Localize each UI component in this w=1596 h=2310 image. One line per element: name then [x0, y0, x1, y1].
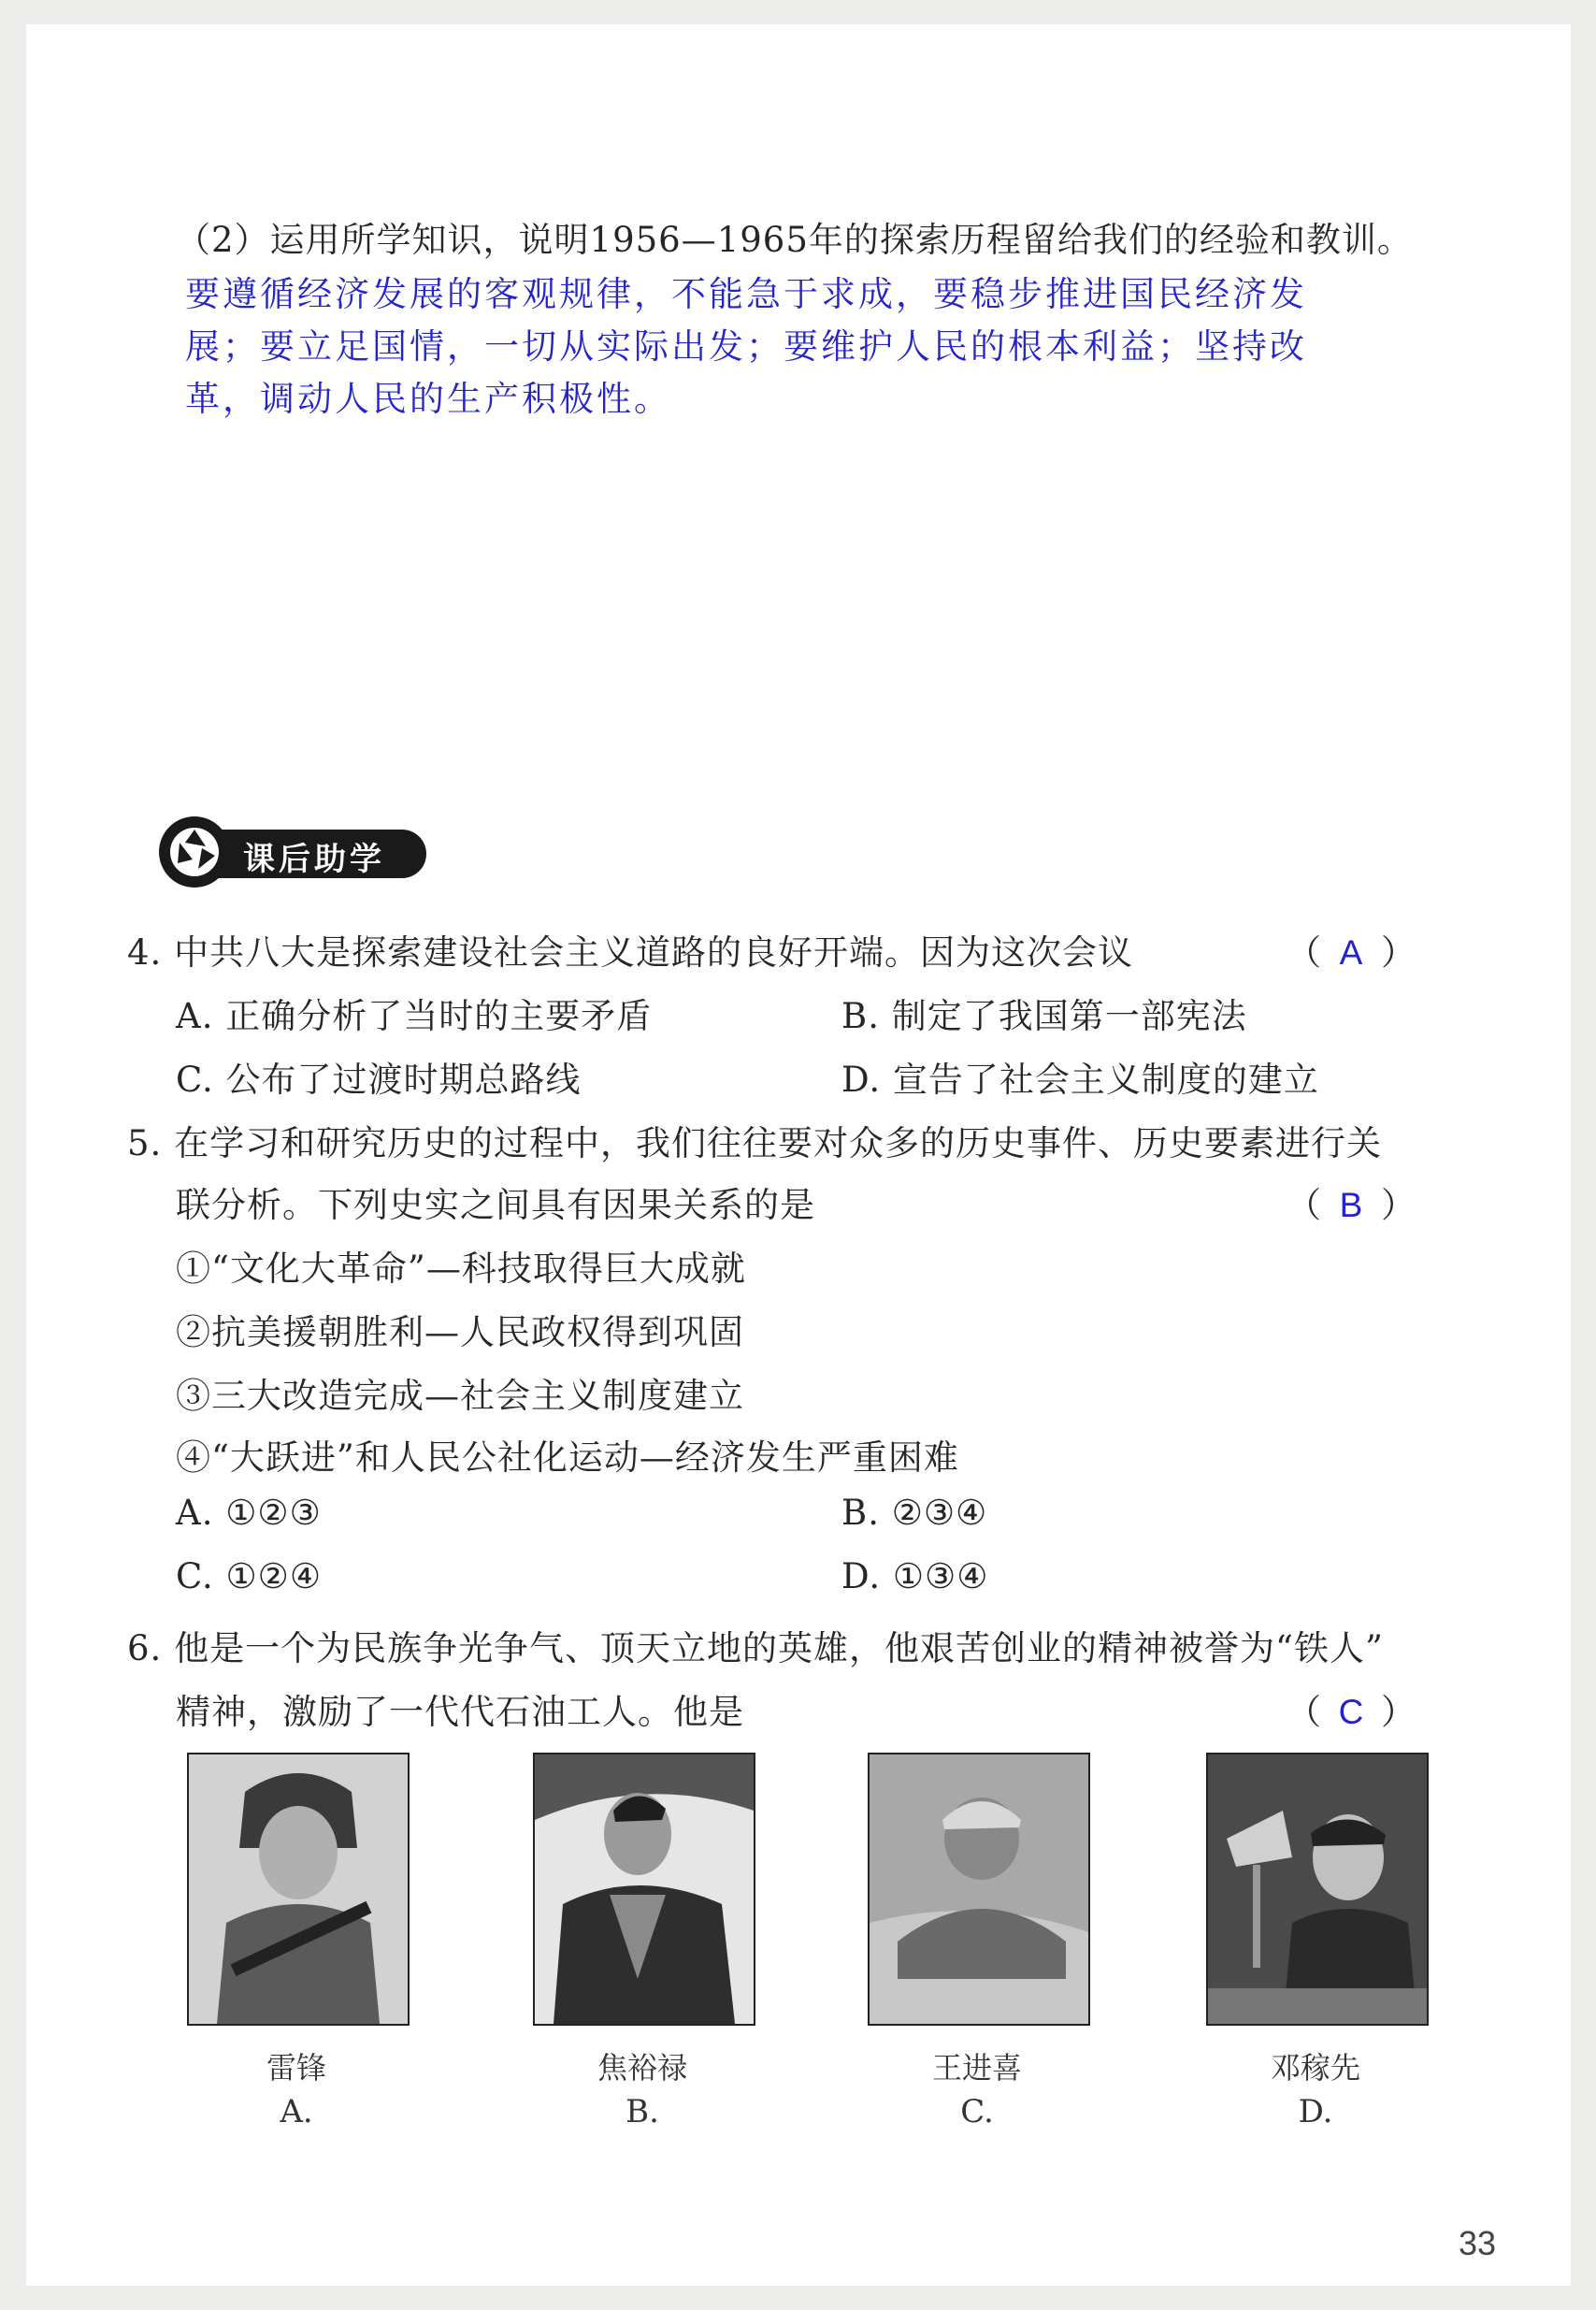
question-5-item-3: ③三大改造完成—社会主义制度建立	[176, 1376, 744, 1416]
photo-letter-b: B.	[625, 2093, 659, 2130]
handwritten-answer-line-3: 革，调动人民的生产积极性。	[185, 379, 671, 419]
section-title: 课后助学	[243, 841, 385, 878]
handwritten-answer-line-2: 展；要立足国情，一切从实际出发；要维护人民的根本利益；坚持改	[185, 326, 1307, 367]
question-4-option-a: A. 正确分析了当时的主要矛盾	[176, 996, 653, 1036]
question-4-answer-bracket: （ A ）	[1287, 932, 1416, 973]
question-3-part-2-prompt: （2）运用所学知识，说明1956—1965年的探索历程留给我们的经验和教训。	[176, 220, 1413, 260]
question-4-option-b: B. 制定了我国第一部宪法	[841, 996, 1247, 1036]
photo-choice-c	[868, 1753, 1090, 2026]
question-5-item-2: ②抗美援朝胜利—人民政权得到巩固	[176, 1312, 744, 1352]
question-4-stem: 4. 中共八大是探索建设社会主义道路的良好开端。因为这次会议	[127, 932, 1134, 973]
photo-caption-c: 王进喜	[931, 2050, 1022, 2086]
question-5-option-d: D. ①③④	[841, 1556, 989, 1596]
question-4-option-c: C. 公布了过渡时期总路线	[176, 1060, 582, 1100]
question-6-stem-line-2: 精神，激励了一代代石油工人。他是	[176, 1692, 744, 1732]
question-5-item-1: ①“文化大革命”—科技取得巨大成就	[176, 1249, 746, 1289]
question-4-answer: A	[1339, 933, 1363, 972]
workbook-page	[26, 24, 1571, 2286]
section-banner	[157, 815, 428, 889]
page-number: 33	[1459, 2224, 1497, 2262]
question-5-option-a: A. ①②③	[176, 1493, 322, 1533]
question-6-stem-line-1: 6. 他是一个为民族争光争气、顶天立地的英雄，他艰苦创业的精神被誉为“铁人”	[127, 1628, 1384, 1668]
question-4-option-d: D. 宣告了社会主义制度的建立	[841, 1060, 1319, 1100]
question-6-answer-bracket: （ C ）	[1287, 1692, 1416, 1732]
question-6-answer: C	[1338, 1693, 1364, 1731]
photo-letter-a: A.	[280, 2093, 313, 2130]
photo-letter-c: C.	[960, 2093, 994, 2130]
shutter-icon	[157, 815, 232, 889]
question-5-answer: B	[1339, 1186, 1363, 1224]
question-5-item-4: ④“大跃进”和人民公社化运动—经济发生严重困难	[176, 1437, 959, 1478]
photo-choice-a	[187, 1753, 410, 2026]
question-5-stem-line-1: 5. 在学习和研究历史的过程中，我们往往要对众多的历史事件、历史要素进行关	[127, 1123, 1383, 1163]
photo-caption-a: 雷锋	[266, 2050, 326, 2086]
question-5-answer-bracket: （ B ）	[1287, 1185, 1416, 1225]
question-5-option-b: B. ②③④	[841, 1493, 988, 1533]
photo-caption-d: 邓稼先	[1270, 2050, 1360, 2086]
photo-caption-b: 焦裕禄	[597, 2050, 687, 2086]
photo-choice-b	[533, 1753, 755, 2026]
question-5-option-c: C. ①②④	[176, 1556, 323, 1596]
photo-letter-d: D.	[1298, 2093, 1333, 2130]
photo-choice-d	[1206, 1753, 1429, 2026]
handwritten-answer-line-1: 要遵循经济发展的客观规律，不能急于求成，要稳步推进国民经济发	[185, 274, 1307, 314]
question-5-stem-line-2: 联分析。下列史实之间具有因果关系的是	[176, 1185, 815, 1225]
